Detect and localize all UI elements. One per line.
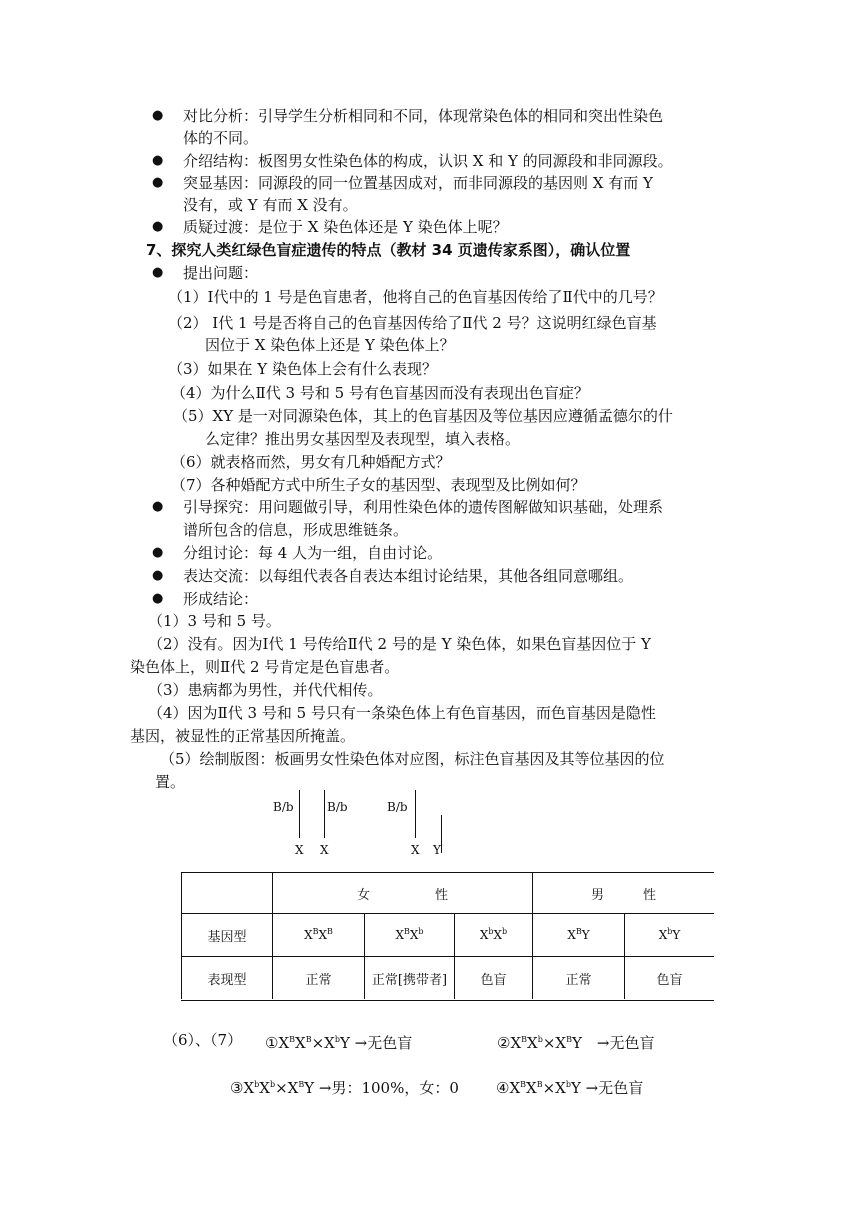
text-line: 介绍结构：板图男女性染色体的构成，认识 X 和 Y 的同源段和非同源段。 — [183, 152, 673, 170]
answer-line: 置。 — [155, 773, 186, 791]
chromosome-label: Y — [433, 843, 441, 857]
answer-line: （4）因为Ⅱ代 3 号和 5 号只有一条染色体上有色盲基因，而色盲基因是隐性 — [148, 704, 656, 722]
chromosome-label: X — [320, 843, 329, 857]
phenotype-cell: 正常[携带者] — [365, 957, 455, 1000]
text-line: 表达交流：以每组代表各自表达本组讨论结果，其他各组同意哪组。 — [183, 567, 634, 585]
formula-3: $③X^bX^b\times X^BY$ →男：100%，女：0 — [230, 1079, 459, 1097]
formula-2: $②X^BX^b\times X^BY$ →无色盲 — [497, 1034, 655, 1052]
text-line: 提出问题： — [183, 264, 259, 282]
bullet-icon: ● — [152, 265, 164, 280]
text-line: 分组讨论：每 4 人为一组，自由讨论。 — [183, 544, 443, 562]
table-header-row — [182, 873, 715, 914]
row-label: 表现型 — [182, 957, 273, 1000]
male-header: 男 性 — [533, 873, 715, 914]
question-line: 么定律？推出男女基因型及表现型，填入表格。 — [205, 430, 521, 448]
answer-line: （1）3 号和 5 号。 — [148, 612, 281, 630]
phenotype-cell: 正常 — [533, 957, 625, 1000]
question-line: （6）就表格而然，男女有几种婚配方式？ — [171, 453, 451, 471]
text-line: 谱所包含的信息，形成思维链条。 — [183, 521, 409, 539]
answer-line: 染色体上，则Ⅱ代 2 号肯定是色盲患者。 — [130, 658, 400, 676]
text-line: 突显基因：同源段的同一位置基因成对，而非同源段的基因则 X 有而 Y — [183, 174, 653, 192]
gene-label: B/b — [387, 800, 408, 814]
female-header: 女 性 — [273, 873, 533, 914]
answer-line: 基因，被显性的正常基因所掩盖。 — [130, 727, 356, 745]
row-label: 基因型 — [182, 914, 273, 957]
text-line: 引导探究：用问题做引导，利用性染色体的遗传图解做知识基础，处理系 — [183, 498, 664, 516]
formula-1: $①X^BX^B\times X^bY$ →无色盲 — [265, 1034, 413, 1052]
genotype-cell: $X^BY$ — [533, 914, 625, 957]
bullet-icon: ● — [152, 175, 164, 190]
bullet-icon: ● — [152, 219, 164, 234]
chromosome-label: X — [411, 843, 420, 857]
question-line: （5）XY 是一对同源染色体，其上的色盲基因及等位基因应遵循孟德尔的什 — [173, 407, 673, 425]
genotype-cell: $X^BX^B$ — [273, 914, 365, 957]
x-chromosome-line — [299, 790, 300, 838]
question-line: （1）Ⅰ代中的 1 号是色盲患者，他将自己的色盲基因传给了Ⅱ代中的几号？ — [168, 288, 663, 306]
answer-line: （2）没有。因为Ⅰ代 1 号传给Ⅱ代 2 号的是 Y 染色体，如果色盲基因位于 Y — [148, 635, 651, 653]
question-line: （2） Ⅰ代 1 号是否将自己的色盲基因传给了Ⅱ代 2 号？这说明红绿色盲基 — [168, 314, 657, 332]
bullet-icon: ● — [152, 153, 164, 168]
bullet-icon: ● — [152, 108, 164, 123]
gene-label: B/b — [327, 800, 348, 814]
bullet-icon: ● — [152, 499, 164, 514]
table-row — [182, 914, 715, 957]
section-heading: 7、探究人类红绿色盲症遗传的特点（教材 34 页遗传家系图），确认位置 — [146, 241, 631, 259]
answer-line: （5）绘制版图：板画男女性染色体对应图，标注色盲基因及其等位基因的位 — [160, 750, 665, 768]
phenotype-cell: 色盲 — [455, 957, 533, 1000]
bullet-icon: ● — [152, 545, 164, 560]
genotype-table — [181, 872, 714, 999]
x-chromosome-line — [415, 790, 416, 838]
gene-label: B/b — [273, 800, 294, 814]
text-line: 没有，或 Y 有而 X 没有。 — [183, 196, 358, 214]
table-bottom-rule — [181, 1000, 714, 1001]
phenotype-cell: 正常 — [273, 957, 365, 1000]
text-line: 对比分析：引导学生分析相同和不同，体现常染色体的相同和突出性染色 — [183, 107, 664, 125]
table-corner-cell — [182, 873, 273, 914]
genotype-cell: $X^bY$ — [625, 914, 715, 957]
formula-prefix: （6）、（7） — [163, 1031, 243, 1049]
genotype-cell: $X^bX^b$ — [455, 914, 533, 957]
text-line: 形成结论： — [183, 590, 259, 608]
x-chromosome-line — [324, 790, 325, 838]
y-chromosome-line — [441, 815, 442, 853]
phenotype-cell: 色盲 — [625, 957, 715, 1000]
answer-line: （3）患病都为男性，并代代相传。 — [148, 681, 383, 699]
text-line: 体的不同。 — [183, 129, 259, 147]
bullet-icon: ● — [152, 591, 164, 606]
question-line: （3）如果在 Y 染色体上会有什么表现？ — [168, 360, 437, 378]
text-line: 质疑过渡：是位于 X 染色体还是 Y 染色体上呢？ — [183, 218, 508, 236]
chromosome-label: X — [295, 843, 304, 857]
question-line: （7）各种婚配方式中所生子女的基因型、表现型及比例如何？ — [171, 476, 586, 494]
table-row — [182, 957, 715, 1000]
question-line: 因位于 X 染色体上还是 Y 染色体上？ — [205, 336, 455, 354]
formula-4: $④X^BX^B\times X^bY$ →无色盲 — [496, 1079, 644, 1097]
question-line: （4）为什么Ⅱ代 3 号和 5 号有色盲基因而没有表现出色盲症？ — [171, 384, 589, 402]
genotype-cell: $X^BX^b$ — [365, 914, 455, 957]
bullet-icon: ● — [152, 568, 164, 583]
